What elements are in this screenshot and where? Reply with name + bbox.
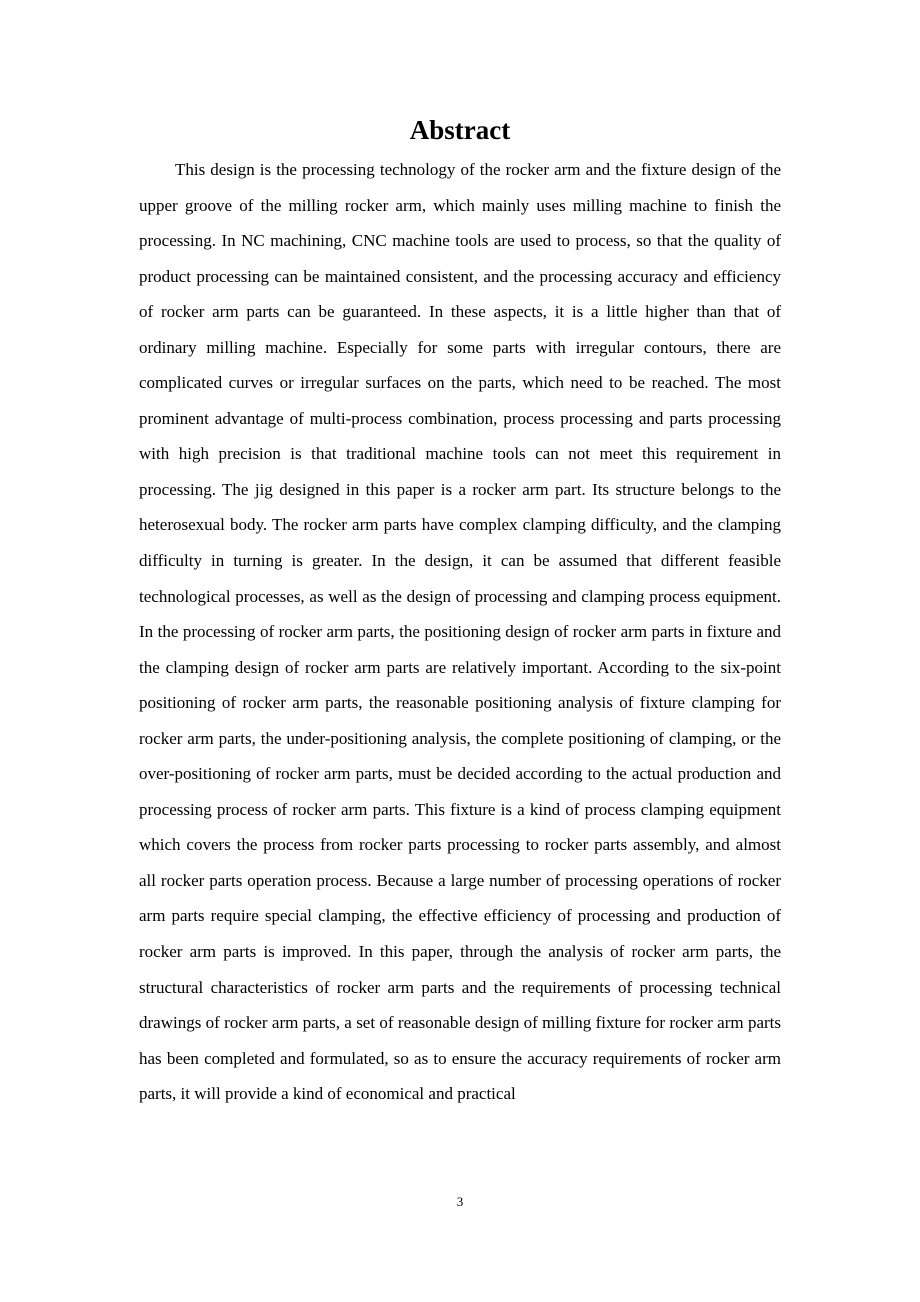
page-title: Abstract [409,115,511,145]
abstract-paragraph: This design is the processing technology of the rocker arm and the fixture design of the upper groove of the milling rocker arm, which mainly uses milling machine to finish the processing. In NC machining, CNC machine tools are used to process, so that the quality of product processing can be maintained consistent, and the processing accuracy and efficiency of rocker arm parts can be guaranteed. In these aspects, it is a little higher than that of ordinary milling machine. Especially for some parts with irregular contours, there are complicated curves or irregular surfaces on the parts, which need to be reached. The most prominent advantage of multi-process combination, process processing and parts processing with high precision is that traditional machine tools can not meet this requirement in processing. The jig designed in this paper is a rocker arm part. Its structure belongs to the heterosexual body. The rocker arm parts have complex clamping difficulty, and the clamping difficulty in turning is greater. In the design, it can be assumed that different feasible technological processes, as well as the design of processing and clamping process equipment. In the processing of rocker arm parts, the positioning design of rocker arm parts in fixture and the clamping design of rocker arm parts are relatively important. According to the six-point positioning of rocker arm parts, the reasonable positioning analysis of fixture clamping for rocker arm parts, the under-positioning analysis, the complete positioning of clamping, or the over-positioning of rocker arm parts, must be decided according to the actual production and processing process of rocker arm parts. This fixture is a kind of process clamping equipment which covers the process from rocker parts processing to rocker parts assembly, and almost all rocker parts operation process. Because a large number of processing operations of rocker arm parts require special clamping, the effective efficiency of processing and production of rocker arm parts is improved. In this paper, through the analysis of rocker arm parts, the structural characteristics of rocker arm parts and the requirements of processing technical drawings of rocker arm parts, a set of reasonable design of milling fixture for rocker arm parts has been completed and formulated, so as to ensure the accuracy requirements of rocker arm parts, it will provide a kind of economical and practical [139,160,781,1104]
page-number: 3 [456,1194,464,1209]
